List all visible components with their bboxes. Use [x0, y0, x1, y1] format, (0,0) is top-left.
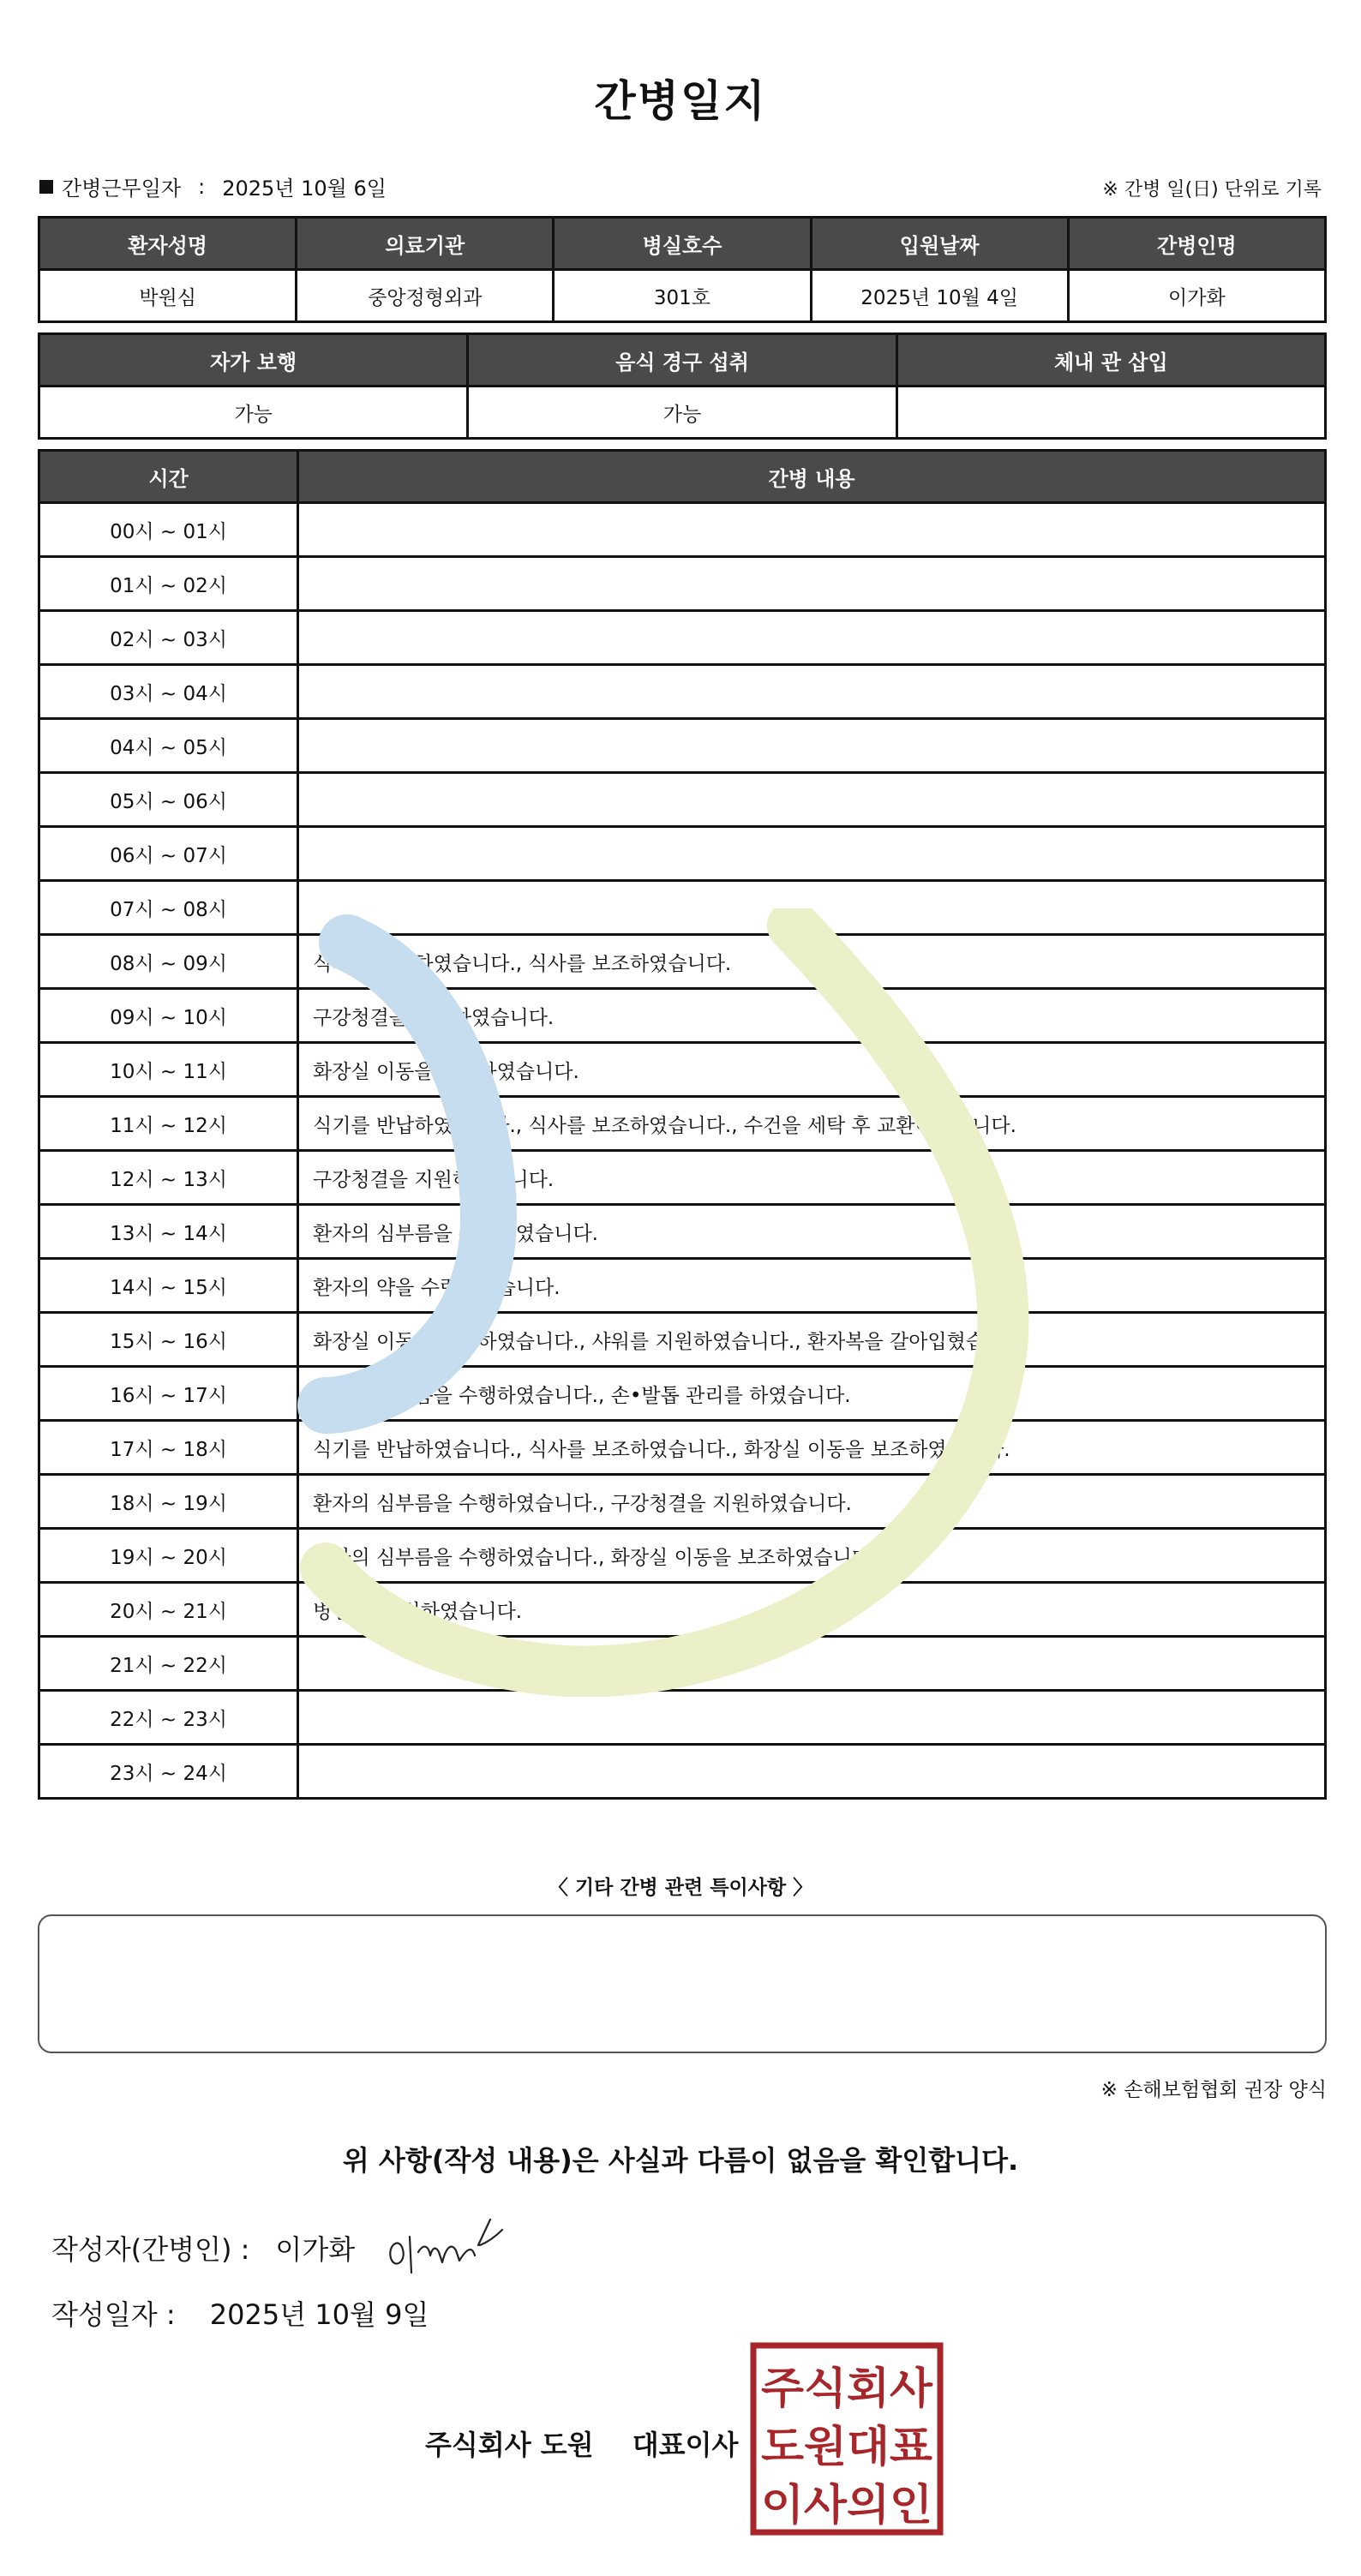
- confirmation-statement: 위 사항(작성 내용)은 사실과 다름이 없음을 확인합니다.: [342, 2144, 1019, 2177]
- writer-label: 작성자(간병인) :: [51, 2233, 250, 2266]
- care-content-cell: [298, 773, 1326, 827]
- hospital: 중앙정형외과: [297, 270, 554, 322]
- care-content-cell: 환자의 약을 수령하였습니다.: [298, 1259, 1326, 1313]
- time-cell: 01시 ~ 02시: [39, 557, 298, 611]
- notes-box: [38, 1914, 1327, 2053]
- time-cell: 14시 ~ 15시: [39, 1259, 298, 1313]
- signature-image: [382, 2211, 537, 2288]
- bullet-square-icon: [39, 180, 53, 194]
- care-content-cell: [298, 611, 1326, 665]
- table-row: [39, 881, 1326, 935]
- time-cell: 08시 ~ 09시: [39, 935, 298, 989]
- document-title: 간병일지: [594, 76, 767, 126]
- seal-line-1: 주식회사: [761, 2363, 933, 2413]
- care-content-cell: 병실 내 취침하였습니다.: [298, 1583, 1326, 1637]
- time-cell: 17시 ~ 18시: [39, 1421, 298, 1475]
- time-cell: 19시 ~ 20시: [39, 1529, 298, 1583]
- header-oral-intake: 음식 경구 섭취: [468, 334, 896, 386]
- table-row: [39, 1367, 1326, 1421]
- table-row: [39, 1691, 1326, 1745]
- time-cell: 16시 ~ 17시: [39, 1367, 298, 1421]
- care-content-cell: [298, 503, 1326, 557]
- written-date-value: 2025년 10월 9일: [209, 2298, 429, 2331]
- header-hospital: 의료기관: [297, 218, 554, 270]
- care-content-cell: 환자의 심부름을 수행하였습니다., 손•발톱 관리를 하였습니다.: [298, 1367, 1326, 1421]
- time-cell: 03시 ~ 04시: [39, 665, 298, 719]
- table-row: [39, 611, 1326, 665]
- time-cell: 06시 ~ 07시: [39, 827, 298, 881]
- tube-insertion-value: [896, 386, 1325, 439]
- time-cell: 00시 ~ 01시: [39, 503, 298, 557]
- notes-title: 〈 기타 간병 관련 특이사항 〉: [548, 1877, 813, 1899]
- table-row: [39, 1151, 1326, 1205]
- patient-info-table: [38, 216, 1327, 323]
- seal-line-2: 도원대표: [761, 2422, 933, 2471]
- table-row: [39, 503, 1326, 557]
- table-row: [39, 1043, 1326, 1097]
- care-content-cell: [298, 665, 1326, 719]
- company-title: 대표이사: [632, 2429, 739, 2461]
- care-content-cell: 환자의 심부름을 수행하였습니다., 화장실 이동을 보조하였습니다.: [298, 1529, 1326, 1583]
- care-content-cell: 식기를 반납하였습니다., 식사를 보조하였습니다., 수건을 세탁 후 교환하였습니다.: [298, 1097, 1326, 1151]
- table-row: [39, 1745, 1326, 1799]
- time-cell: 23시 ~ 24시: [39, 1745, 298, 1799]
- care-content-cell: 식기를 반납하였습니다., 식사를 보조하였습니다., 화장실 이동을 보조하였습니다.: [298, 1421, 1326, 1475]
- time-cell: 04시 ~ 05시: [39, 719, 298, 773]
- work-date-label: 간병근무일자: [62, 177, 182, 201]
- header-caregiver: 간병인명: [1068, 218, 1325, 270]
- company-line: [425, 2423, 738, 2463]
- caregiver-name: 이가화: [1068, 270, 1325, 322]
- table-row: [39, 1205, 1326, 1259]
- time-cell: 18시 ~ 19시: [39, 1475, 298, 1529]
- time-cell: 09시 ~ 10시: [39, 989, 298, 1043]
- table-row: [39, 773, 1326, 827]
- care-content-cell: [298, 1745, 1326, 1799]
- footnote: ※ 손해보험협회 권장 양식: [1100, 2079, 1327, 2101]
- header-tube-insertion: 체내 관 삽입: [896, 334, 1325, 386]
- time-cell: 05시 ~ 06시: [39, 773, 298, 827]
- table-row: [39, 1583, 1326, 1637]
- care-content-cell: 화장실 이동을 보조하였습니다.: [298, 1043, 1326, 1097]
- table-row: [39, 557, 1326, 611]
- table-row: [39, 935, 1326, 989]
- time-cell: 22시 ~ 23시: [39, 1691, 298, 1745]
- care-content-cell: 식기를 반납하였습니다., 식사를 보조하였습니다.: [298, 935, 1326, 989]
- header-self-walking: 자가 보행: [39, 334, 468, 386]
- time-cell: 12시 ~ 13시: [39, 1151, 298, 1205]
- writer-line: [51, 2228, 355, 2267]
- care-content-cell: [298, 881, 1326, 935]
- self-walking-value: 가능: [39, 386, 468, 439]
- table-row: [39, 1313, 1326, 1367]
- table-row: [39, 1475, 1326, 1529]
- work-date-value: 2025년 10월 6일: [222, 177, 387, 201]
- time-cell: 20시 ~ 21시: [39, 1583, 298, 1637]
- care-content-cell: [298, 827, 1326, 881]
- time-cell: 11시 ~ 12시: [39, 1097, 298, 1151]
- table-row: [39, 1637, 1326, 1691]
- table-row: [39, 827, 1326, 881]
- care-log-table: [38, 449, 1327, 1800]
- oral-intake-value: 가능: [468, 386, 896, 439]
- care-content-cell: 환자의 심부름을 수행하였습니다.: [298, 1205, 1326, 1259]
- room-number: 301호: [554, 270, 811, 322]
- table-row: [39, 1259, 1326, 1313]
- table-row: [39, 1097, 1326, 1151]
- table-row: [39, 719, 1326, 773]
- unit-note: ※ 간병 일(日) 단위로 기록: [1102, 179, 1322, 201]
- header-time: 시간: [39, 451, 298, 503]
- time-cell: 07시 ~ 08시: [39, 881, 298, 935]
- header-care-content: 간병 내용: [298, 451, 1326, 503]
- care-content-cell: [298, 557, 1326, 611]
- seal-line-3: 이사의인: [761, 2480, 932, 2530]
- care-content-cell: [298, 719, 1326, 773]
- care-content-cell: [298, 1637, 1326, 1691]
- header-patient-name: 환자성명: [39, 218, 297, 270]
- patient-name: 박원심: [39, 270, 297, 322]
- care-log-body: [39, 503, 1326, 1799]
- table-row: [39, 665, 1326, 719]
- work-date-separator: :: [198, 174, 206, 199]
- care-content-cell: 구강청결을 지원하였습니다.: [298, 1151, 1326, 1205]
- care-content-cell: 환자의 심부름을 수행하였습니다., 구강청결을 지원하였습니다.: [298, 1475, 1326, 1529]
- care-content-cell: 구강청결을 지원하였습니다.: [298, 989, 1326, 1043]
- table-row: [39, 1529, 1326, 1583]
- time-cell: 02시 ~ 03시: [39, 611, 298, 665]
- care-content-cell: 화장실 이동을 보조하였습니다., 샤워를 지원하였습니다., 환자복을 갈아입혔습니다.: [298, 1313, 1326, 1367]
- time-cell: 15시 ~ 16시: [39, 1313, 298, 1367]
- company-name: 주식회사 도원: [425, 2429, 594, 2461]
- admission-date: 2025년 10월 4일: [811, 270, 1068, 322]
- header-admission-date: 입원날짜: [811, 218, 1068, 270]
- work-date-line: [39, 171, 1322, 206]
- care-content-cell: [298, 1691, 1326, 1745]
- header-room: 병실호수: [554, 218, 811, 270]
- written-date-line: [51, 2293, 429, 2333]
- time-cell: 21시 ~ 22시: [39, 1637, 298, 1691]
- written-date-label: 작성일자 :: [51, 2298, 176, 2331]
- time-cell: 13시 ~ 14시: [39, 1205, 298, 1259]
- patient-status-table: [38, 332, 1327, 440]
- company-seal-stamp: [749, 2341, 944, 2537]
- writer-name: 이가화: [275, 2233, 356, 2266]
- time-cell: 10시 ~ 11시: [39, 1043, 298, 1097]
- table-row: [39, 1421, 1326, 1475]
- table-row: [39, 989, 1326, 1043]
